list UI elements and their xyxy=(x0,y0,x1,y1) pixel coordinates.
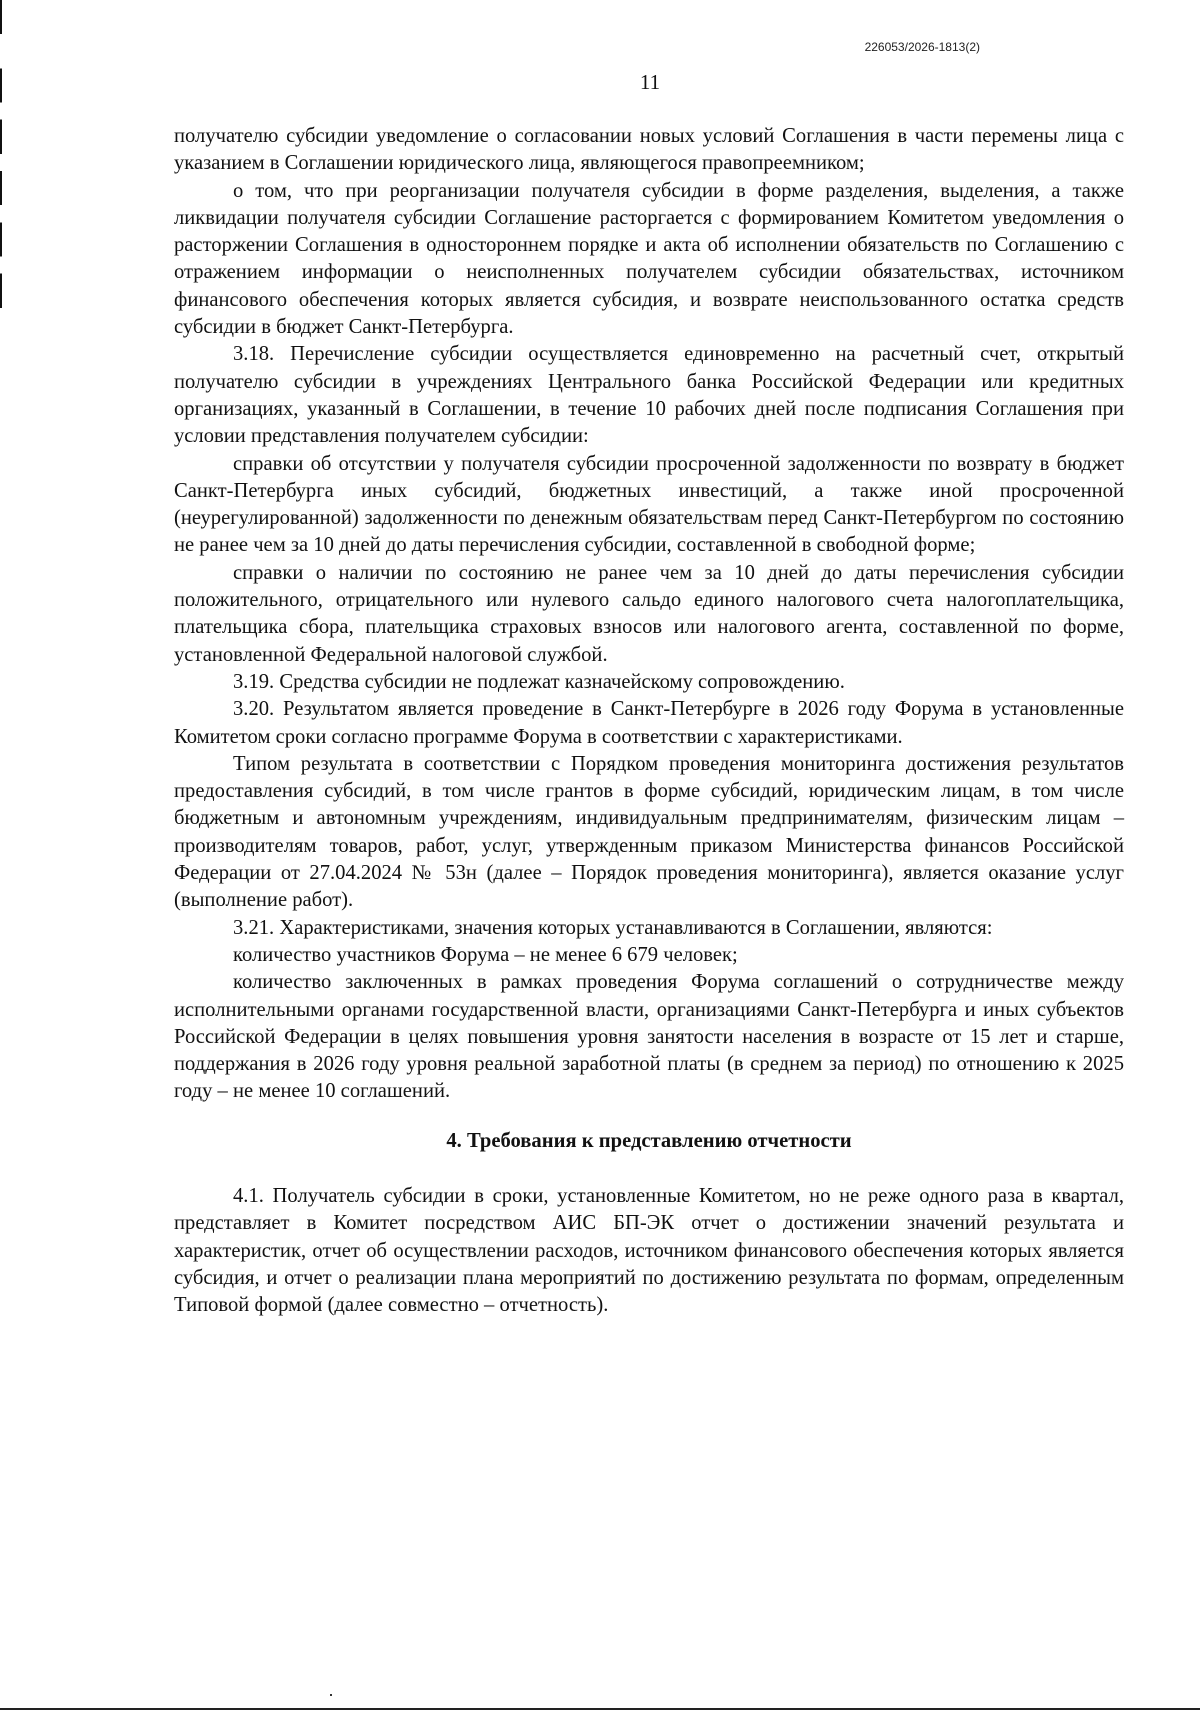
paragraph: 3.21. Характеристиками, значения которых устанавливаются в Соглашении, являются: xyxy=(233,916,993,939)
paragraph: получателю субсидии уведомление о согласовании новых условий Соглашения в части перемены лица с указанием в Соглашении юридического лица, являющегося правопреемником; xyxy=(174,125,1124,175)
paragraph: справки об отсутствии у получателя субсидии просроченной задолженности по возврату в бюджет Санкт-Петербурга иных субсидий, бюджетных инвестиций, а также иной просроченной (неурегулированной) задолженности по денежным обязательствам перед Санкт-Петербургом по состоянию не ранее чем за 10 дней до даты перечисления субсидии, составленной в свободной форме; xyxy=(174,452,1124,557)
section-heading: 4. Требования к представлению отчетности xyxy=(446,1129,852,1152)
paragraph: 4.1. Получатель субсидии в сроки, установленные Комитетом, но не реже одного раза в квартал, представляет в Комитет посредством АИС БП-ЭК отчет о достижении значений результата и характеристик, отчет об осуществлении расходов, источником финансового обеспечения которых является субсидия, и отчет о реализации плана мероприятий по достижению результата по формам, определенным Типовой формой (далее совместно – отчетность). xyxy=(174,1184,1124,1317)
paragraph: количество заключенных в рамках проведения Форума соглашений о сотрудничестве между исполнительными органами государственной власти, организациями Санкт-Петербурга и иных субъектов Российской Федерации в целях повышения уровня занятости населения в возрасте от 15 лет и старше, поддержания в 2026 году уровня реальной заработной платы (в среднем за период) по отношению к 2025 году – не менее 10 соглашений. xyxy=(174,971,1124,1103)
page-number: 11 xyxy=(639,70,661,94)
document-registration-number: 226053/2026-1813(2) xyxy=(864,40,980,54)
paragraph: количество участников Форума – не менее 6 679 человек; xyxy=(233,943,738,966)
scan-artifact xyxy=(330,1694,332,1696)
paragraph: 3.20. Результатом является проведение в Санкт-Петербурге в 2026 году Форума в установленные Комитетом сроки согласно программе Форума в соответствии с характеристиками. xyxy=(174,698,1124,748)
paragraph: 3.18. Перечисление субсидии осуществляется единовременно на расчетный счет, открытый получателю субсидии в учреждениях Центрального банка Российской Федерации или кредитных организациях, указанный в Соглашении, в течение 10 рабочих дней после подписания Соглашения при условии представления получателем субсидии: xyxy=(174,343,1124,448)
document-body xyxy=(174,123,1124,1319)
paragraph: о том, что при реорганизации получателя субсидии в форме разделения, выделения, а также ликвидации получателя субсидии Соглашение расторгается с формированием Комитетом уведомления о расторжении Соглашения в одностороннем порядке и акта об исполнении обязательств по Соглашению с отражением информации о неисполненных получателем субсидии обязательствах, источником финансового обеспечения которых является субсидия, и возврате неиспользованного остатка средств субсидии в бюджет Санкт-Петербурга. xyxy=(174,179,1124,339)
paragraph: 3.19. Средства субсидии не подлежат казначейскому сопровождению. xyxy=(233,670,845,693)
scan-edge-left xyxy=(0,0,2,1710)
paragraph: справки о наличии по состоянию не ранее чем за 10 дней до даты перечисления субсидии положительного, отрицательного или нулевого сальдо единого налогового счета налогоплательщика, плательщика сбора, плательщика страховых взносов или налогового агента, составленной по форме, установленной Федеральной налоговой службой. xyxy=(174,561,1124,666)
paragraph: Типом результата в соответствии с Порядком проведения мониторинга достижения результатов предоставления субсидий, в том числе грантов в форме субсидий, юридическим лицам, в том числе бюджетным и автономным учреждениям, индивидуальным предпринимателям, физическим лицам – производителям товаров, работ, услуг, утвержденным приказом Министерства финансов Российской Федерации от 27.04.2024 № 53н (далее – Порядок проведения мониторинга), является оказание услуг (выполнение работ). xyxy=(174,752,1124,912)
